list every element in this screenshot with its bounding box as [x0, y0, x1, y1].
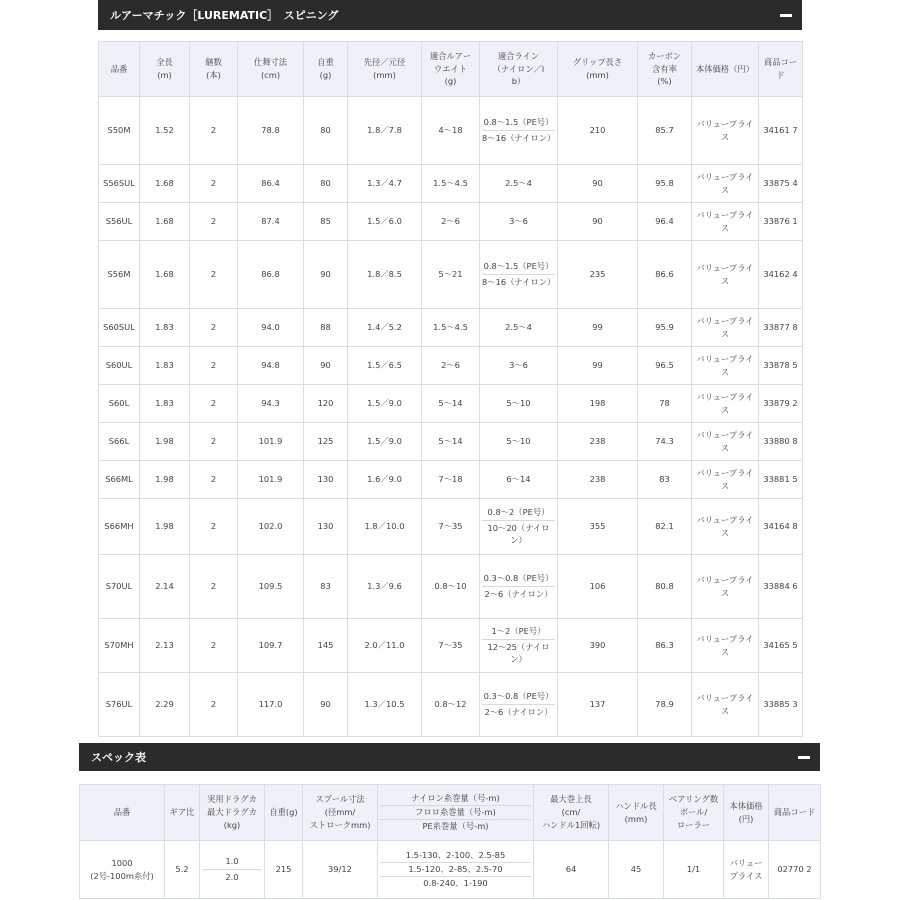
cell-model: S50M [99, 97, 140, 165]
cell-carbon: 95.9 [638, 309, 692, 347]
cell-dia: 1.6／9.0 [348, 461, 422, 499]
cell-weight: 130 [304, 499, 348, 555]
cell-line [480, 499, 558, 555]
cell-code: 33880 8 [759, 423, 803, 461]
cell-bearing: 1/1 [664, 841, 724, 899]
cell-capacity-nylon: 1.5-130、2-100、2.5-85 [405, 850, 506, 861]
table-row [99, 241, 803, 309]
col-retrieve: 最大巻上長 (cm/ ハンドル1回転) [534, 785, 609, 841]
line-spec-secondary: 8〜16（ナイロン） [482, 130, 555, 145]
cell-lure: 5〜14 [422, 385, 480, 423]
col-model: 品番 [80, 785, 165, 841]
cell-model: S70UL [99, 555, 140, 619]
cell-line [480, 165, 558, 203]
line-spec-primary: 6〜14 [506, 474, 531, 485]
cell-capacity-fluoro: 1.5-120、2-85、2.5-70 [380, 862, 531, 877]
cell-carbon: 85.7 [638, 97, 692, 165]
cell-pieces: 2 [190, 309, 238, 347]
cell-pieces: 2 [190, 499, 238, 555]
cell-carbon: 86.6 [638, 241, 692, 309]
cell-dia: 1.5／6.0 [348, 203, 422, 241]
cell-weight: 88 [304, 309, 348, 347]
cell-weight: 145 [304, 619, 348, 673]
cell-price: バリュープライス [692, 241, 759, 309]
cell-price: バリュー プライス [724, 841, 769, 899]
col-weight: 自重 (g) [304, 42, 348, 97]
cell-closed: 87.4 [238, 203, 304, 241]
col-length: 全長 (m) [140, 42, 190, 97]
cell-length: 1.52 [140, 97, 190, 165]
col-drag-unit: (kg) [223, 819, 241, 830]
cell-model: S70MH [99, 619, 140, 673]
cell-dia: 2.0／11.0 [348, 619, 422, 673]
cell-price: バリュープライス [692, 97, 759, 165]
collapse-icon[interactable] [798, 756, 810, 759]
cell-model: S66ML [99, 461, 140, 499]
col-code: 商品コー ド [759, 42, 803, 97]
col-closed: 仕舞寸法 (cm) [238, 42, 304, 97]
cell-code: 33881 5 [759, 461, 803, 499]
cell-line [480, 309, 558, 347]
cell-model: S56UL [99, 203, 140, 241]
cell-code: 34161 7 [759, 97, 803, 165]
cell-carbon: 82.1 [638, 499, 692, 555]
line-spec-secondary: 8〜16（ナイロン） [482, 274, 555, 289]
col-dia: 先径／元径 (mm) [348, 42, 422, 97]
cell-model: S60UL [99, 347, 140, 385]
cell-price: バリュープライス [692, 423, 759, 461]
cell-dia: 1.4／5.2 [348, 309, 422, 347]
col-capacity-pe: PE糸巻量（号-m) [422, 820, 489, 831]
line-spec-primary: 0.8〜2（PE号） [487, 506, 550, 517]
cell-model: S56M [99, 241, 140, 309]
cell-drag-practical: 1.0 [225, 856, 239, 867]
cell-line [480, 423, 558, 461]
cell-closed: 117.0 [238, 673, 304, 737]
cell-carbon: 96.4 [638, 203, 692, 241]
cell-model: 1000 (2号-100m糸付) [80, 841, 165, 899]
line-spec-primary: 0.8〜1.5（PE号） [483, 261, 554, 272]
cell-dia: 1.5／9.0 [348, 385, 422, 423]
cell-price: バリュープライス [692, 461, 759, 499]
cell-lure: 2〜6 [422, 203, 480, 241]
cell-spool: 39/12 [303, 841, 378, 899]
cell-weight: 83 [304, 555, 348, 619]
cell-closed: 86.4 [238, 165, 304, 203]
cell-lure: 7〜35 [422, 619, 480, 673]
cell-pieces: 2 [190, 619, 238, 673]
cell-lure: 4〜18 [422, 97, 480, 165]
cell-carbon: 78.9 [638, 673, 692, 737]
table-header-row [99, 42, 803, 97]
cell-dia: 1.8／10.0 [348, 499, 422, 555]
cell-line [480, 555, 558, 619]
table-row [99, 423, 803, 461]
cell-model: S60L [99, 385, 140, 423]
cell-price: バリュープライス [692, 347, 759, 385]
cell-model: S66MH [99, 499, 140, 555]
cell-model: S56SUL [99, 165, 140, 203]
col-drag-practical: 実用ドラグカ [207, 794, 257, 805]
table-row [99, 347, 803, 385]
cell-lure: 1.5〜4.5 [422, 309, 480, 347]
col-capacity-nylon: ナイロン糸巻量（号-m) [411, 793, 500, 804]
table-row [99, 499, 803, 555]
cell-closed: 94.0 [238, 309, 304, 347]
table-header-row [80, 785, 821, 841]
cell-carbon: 83 [638, 461, 692, 499]
line-spec-primary: 5〜10 [506, 398, 531, 409]
cell-line [480, 619, 558, 673]
cell-lure: 7〜35 [422, 499, 480, 555]
cell-code: 33879 2 [759, 385, 803, 423]
luramatic-panel-header[interactable] [98, 0, 802, 30]
cell-code: 33885 3 [759, 673, 803, 737]
line-spec-primary: 2.5〜4 [505, 322, 532, 333]
cell-code: 33876 1 [759, 203, 803, 241]
cell-carbon: 96.5 [638, 347, 692, 385]
line-spec-secondary: 2〜6（ナイロン） [482, 586, 555, 601]
cell-weight: 215 [265, 841, 303, 899]
col-line: 適合ライン （ナイロン／l b） [480, 42, 558, 97]
line-spec-primary: 3〜6 [509, 360, 528, 371]
cell-closed: 94.8 [238, 347, 304, 385]
cell-grip: 106 [558, 555, 638, 619]
col-price: 本体価格（円） [692, 42, 759, 97]
cell-closed: 102.0 [238, 499, 304, 555]
cell-line [480, 97, 558, 165]
cell-grip: 198 [558, 385, 638, 423]
cell-handle: 45 [609, 841, 664, 899]
cell-pieces: 2 [190, 241, 238, 309]
line-spec-primary: 1〜2（PE号） [491, 625, 546, 636]
col-pieces: 継数 (本) [190, 42, 238, 97]
cell-carbon: 95.8 [638, 165, 692, 203]
cell-length: 1.98 [140, 461, 190, 499]
cell-length: 2.14 [140, 555, 190, 619]
cell-lure: 7〜18 [422, 461, 480, 499]
cell-length: 1.68 [140, 165, 190, 203]
cell-length: 1.68 [140, 203, 190, 241]
cell-line [480, 347, 558, 385]
col-lure: 適合ルアー ウエイト (g) [422, 42, 480, 97]
cell-code: 34165 5 [759, 619, 803, 673]
col-spool: スプール寸法 (径mm/ ストロークmm) [303, 785, 378, 841]
cell-line [480, 673, 558, 737]
cell-closed: 109.7 [238, 619, 304, 673]
cell-carbon: 80.8 [638, 555, 692, 619]
cell-carbon: 86.3 [638, 619, 692, 673]
cell-dia: 1.8／7.8 [348, 97, 422, 165]
cell-grip: 90 [558, 165, 638, 203]
cell-length: 1.83 [140, 385, 190, 423]
cell-closed: 109.5 [238, 555, 304, 619]
table-row [99, 203, 803, 241]
cell-code: 33878 5 [759, 347, 803, 385]
line-spec-primary: 2.5〜4 [505, 178, 532, 189]
cell-weight: 120 [304, 385, 348, 423]
cell-drag-max: 2.0 [202, 869, 262, 884]
line-spec-primary: 0.3〜0.8（PE号） [483, 573, 554, 584]
cell-dia: 1.5／9.0 [348, 423, 422, 461]
cell-weight: 90 [304, 347, 348, 385]
cell-length: 2.29 [140, 673, 190, 737]
cell-closed: 94.3 [238, 385, 304, 423]
table-row [99, 619, 803, 673]
cell-length: 1.83 [140, 347, 190, 385]
cell-weight: 90 [304, 241, 348, 309]
cell-line [480, 241, 558, 309]
cell-code: 33884 6 [759, 555, 803, 619]
table-row [99, 385, 803, 423]
table-row [99, 673, 803, 737]
cell-closed: 101.9 [238, 461, 304, 499]
cell-pieces: 2 [190, 165, 238, 203]
cell-length: 1.98 [140, 423, 190, 461]
col-price: 本体価格 (円) [724, 785, 769, 841]
cell-code: 34164 8 [759, 499, 803, 555]
panel-title: スペック表 [91, 751, 146, 764]
col-drag-max: 最大ドラグカ [207, 807, 257, 818]
cell-pieces: 2 [190, 555, 238, 619]
cell-weight: 80 [304, 165, 348, 203]
cell-drag [200, 841, 265, 899]
col-drag [200, 785, 265, 841]
cell-closed: 101.9 [238, 423, 304, 461]
col-gear: ギア比 [165, 785, 200, 841]
cell-dia: 1.3／10.5 [348, 673, 422, 737]
cell-dia: 1.3／4.7 [348, 165, 422, 203]
cell-pieces: 2 [190, 347, 238, 385]
cell-price: バリュープライス [692, 385, 759, 423]
cell-weight: 80 [304, 97, 348, 165]
cell-dia: 1.5／6.5 [348, 347, 422, 385]
cell-model: S60SUL [99, 309, 140, 347]
cell-length: 2.13 [140, 619, 190, 673]
cell-line [480, 203, 558, 241]
cell-gear: 5.2 [165, 841, 200, 899]
cell-dia: 1.8／8.5 [348, 241, 422, 309]
cell-pieces: 2 [190, 203, 238, 241]
cell-pieces: 2 [190, 97, 238, 165]
line-spec-primary: 5〜10 [506, 436, 531, 447]
cell-grip: 355 [558, 499, 638, 555]
cell-grip: 90 [558, 203, 638, 241]
cell-pieces: 2 [190, 461, 238, 499]
cell-grip: 390 [558, 619, 638, 673]
cell-line [480, 385, 558, 423]
cell-pieces: 2 [190, 673, 238, 737]
cell-weight: 130 [304, 461, 348, 499]
cell-price: バリュープライス [692, 619, 759, 673]
cell-dia: 1.3／9.6 [348, 555, 422, 619]
cell-price: バリュープライス [692, 555, 759, 619]
rod-spec-table [98, 41, 803, 737]
cell-lure: 0.8〜12 [422, 673, 480, 737]
cell-model: S66L [99, 423, 140, 461]
cell-pieces: 2 [190, 385, 238, 423]
cell-grip: 238 [558, 461, 638, 499]
line-spec-primary: 0.3〜0.8（PE号） [483, 691, 554, 702]
table-row [99, 97, 803, 165]
col-capacity [378, 785, 534, 841]
col-grip: グリップ長さ (mm) [558, 42, 638, 97]
table-row [99, 165, 803, 203]
cell-weight: 90 [304, 673, 348, 737]
line-spec-primary: 3〜6 [509, 216, 528, 227]
cell-price: バリュープライス [692, 203, 759, 241]
cell-code: 02770 2 [769, 841, 821, 899]
cell-lure: 1.5〜4.5 [422, 165, 480, 203]
cell-retrieve: 64 [534, 841, 609, 899]
col-bearing: ベアリング数 ボール/ ローラー [664, 785, 724, 841]
cell-length: 1.98 [140, 499, 190, 555]
cell-capacity [378, 841, 534, 899]
col-code: 商品コード [769, 785, 821, 841]
cell-closed: 78.8 [238, 97, 304, 165]
cell-lure: 5〜14 [422, 423, 480, 461]
cell-weight: 125 [304, 423, 348, 461]
cell-price: バリュープライス [692, 499, 759, 555]
cell-price: バリュープライス [692, 165, 759, 203]
panel-title: ルアーマチック［LUREMATIC］ スピニング [110, 9, 339, 22]
cell-lure: 5〜21 [422, 241, 480, 309]
cell-price: バリュープライス [692, 673, 759, 737]
cell-grip: 137 [558, 673, 638, 737]
col-model: 品番 [99, 42, 140, 97]
cell-length: 1.83 [140, 309, 190, 347]
table-row [99, 461, 803, 499]
line-spec-secondary: 10〜20（ナイロン） [482, 520, 555, 548]
cell-model: S76UL [99, 673, 140, 737]
cell-grip: 210 [558, 97, 638, 165]
cell-code: 34162 4 [759, 241, 803, 309]
col-carbon: カーボン 含有率 (%) [638, 42, 692, 97]
line-spec-secondary: 2〜6（ナイロン） [482, 704, 555, 719]
cell-closed: 86.8 [238, 241, 304, 309]
table-row [99, 309, 803, 347]
cell-code: 33877 8 [759, 309, 803, 347]
line-spec-secondary: 12〜25（ナイロン） [482, 639, 555, 667]
cell-grip: 238 [558, 423, 638, 461]
col-capacity-fluoro: フロロ糸巻量（号-m) [380, 805, 531, 820]
cell-lure: 2〜6 [422, 347, 480, 385]
cell-pieces: 2 [190, 423, 238, 461]
cell-grip: 99 [558, 309, 638, 347]
cell-grip: 99 [558, 347, 638, 385]
col-handle: ハンドル長 (mm) [609, 785, 664, 841]
cell-carbon: 78 [638, 385, 692, 423]
reel-spec-table [79, 784, 821, 899]
line-spec-primary: 0.8〜1.5（PE号） [483, 117, 554, 128]
cell-weight: 85 [304, 203, 348, 241]
col-weight: 自重(g) [265, 785, 303, 841]
table-row [80, 841, 821, 899]
cell-code: 33875 4 [759, 165, 803, 203]
collapse-icon[interactable] [780, 14, 792, 17]
cell-length: 1.68 [140, 241, 190, 309]
cell-grip: 235 [558, 241, 638, 309]
cell-capacity-pe: 0.8-240、1-190 [423, 877, 488, 888]
table-row [99, 555, 803, 619]
cell-line [480, 461, 558, 499]
cell-lure: 0.8〜10 [422, 555, 480, 619]
cell-price: バリュープライス [692, 309, 759, 347]
cell-carbon: 74.3 [638, 423, 692, 461]
spec-panel-header[interactable] [79, 743, 820, 771]
